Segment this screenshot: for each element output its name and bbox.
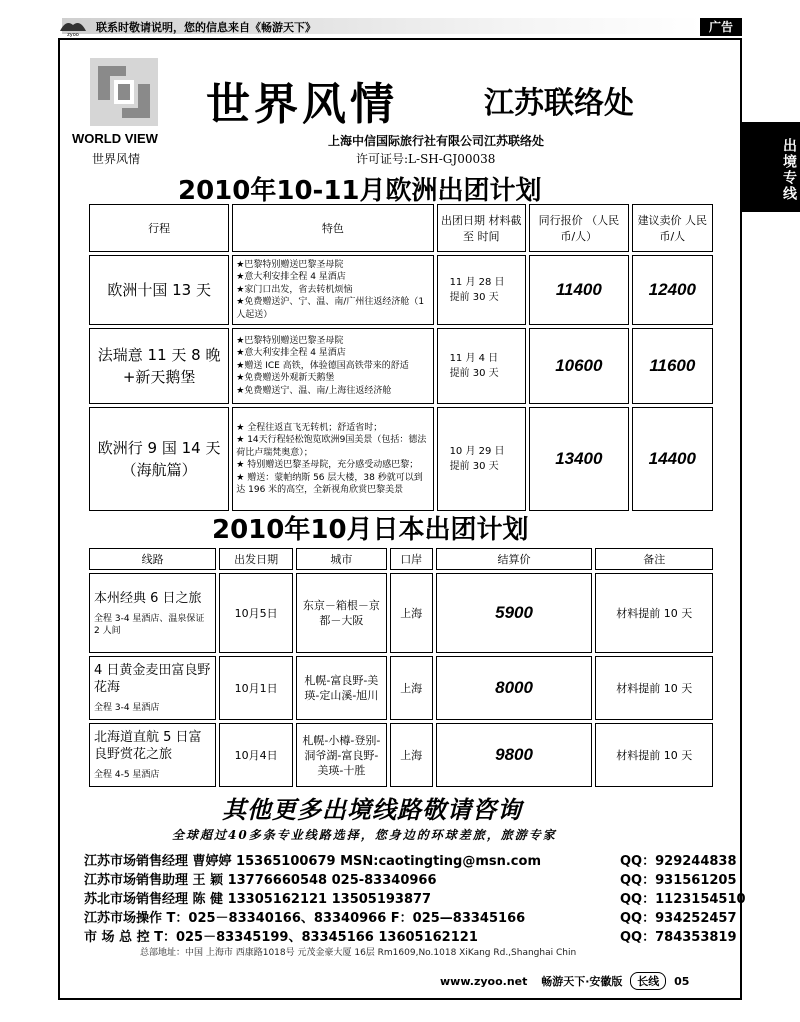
company-name: 上海中信国际旅行社有限公司江苏联络处 bbox=[328, 134, 545, 148]
route-cell bbox=[89, 723, 216, 787]
column-header: 备注 bbox=[595, 548, 713, 570]
contact-row bbox=[84, 888, 744, 907]
contact-list bbox=[84, 850, 744, 945]
table-header-row bbox=[89, 204, 713, 252]
route-cell bbox=[89, 573, 216, 653]
departure-info bbox=[437, 407, 526, 511]
ad-tag: 广告 bbox=[700, 18, 742, 36]
feature-item: ★巴黎特别赠送巴黎圣母院 bbox=[236, 259, 344, 270]
departure-date: 10 月 29 日 bbox=[449, 446, 505, 457]
contact-row bbox=[84, 926, 744, 945]
contact-info: 江苏市场销售经理 曹婷婷 15365100679 MSN:caotingting@msn.com bbox=[84, 854, 541, 869]
feature-item: ★巴黎特别赠送巴黎圣母院 bbox=[236, 335, 344, 346]
europe-section-title: 2010年10-11月欧洲出团计划 bbox=[178, 176, 542, 206]
contact-info: 江苏市场销售助理 王 颖 13776660548 025-83340966 bbox=[84, 873, 437, 888]
column-header: 结算价 bbox=[436, 548, 593, 570]
feature-item: ★ 全程往返直飞无转机；舒适省时； bbox=[236, 422, 383, 433]
hotel-note: 全程 3-4 星酒店、温泉保证 2 人间 bbox=[94, 613, 205, 636]
departure-date: 10月5日 bbox=[219, 573, 293, 653]
website-url: www.zyoo.net bbox=[440, 975, 528, 988]
contact-info: 苏北市场销售经理 陈 健 13305162121 13505193877 bbox=[84, 892, 432, 907]
departure-date: 11 月 4 日 bbox=[449, 353, 499, 364]
contact-qq: QQ：931561205 bbox=[620, 873, 737, 888]
column-header: 建议卖价 人民币/人 bbox=[632, 204, 713, 252]
material-deadline: 提前 30 天 bbox=[449, 461, 499, 472]
column-header: 线路 bbox=[89, 548, 216, 570]
settlement-price: 9800 bbox=[436, 723, 593, 787]
japan-tour-table bbox=[86, 545, 716, 790]
retail-price: 14400 bbox=[632, 407, 713, 511]
feature-item: ★ 赠送：蒙帕纳斯 56 层大楼，38 秒就可以到达 196 米的高空，全新视角欣赏巴黎美景 bbox=[236, 472, 423, 495]
section-badge: 长线 bbox=[630, 972, 666, 990]
route-name: 本州经典 6 日之旅 bbox=[94, 590, 202, 606]
column-header: 城市 bbox=[296, 548, 387, 570]
route-name: 4 日黄金麦田富良野花海 bbox=[94, 663, 211, 695]
remark: 材料提前 10 天 bbox=[595, 723, 713, 787]
table-row bbox=[89, 723, 713, 787]
side-tab: 出境专线 bbox=[742, 122, 800, 212]
page-footer bbox=[440, 972, 689, 990]
feature-list bbox=[232, 255, 433, 325]
port: 上海 bbox=[390, 573, 433, 653]
peer-price: 13400 bbox=[529, 407, 629, 511]
contact-row bbox=[84, 869, 744, 888]
route-name: 欧洲十国 13 天 bbox=[89, 255, 229, 325]
route-name: 北海道直航 5 日富良野赏花之旅 bbox=[94, 730, 202, 762]
feature-item: ★免费赠送宁、温、南/上海往返经济舱 bbox=[236, 385, 392, 396]
sub-title: 江苏联络处 bbox=[484, 86, 634, 121]
hotel-note: 全程 4-5 星酒店 bbox=[94, 770, 160, 780]
hq-address: 总部地址：中国 上海市 西康路1018号 元茂金豪大厦 16层 Rm1609,No.1018 XiKang Rd.,Shanghai Chin bbox=[140, 948, 577, 958]
table-header-row bbox=[89, 548, 713, 570]
table-row bbox=[89, 328, 713, 404]
contact-info: 市 场 总 控 T：025－83345199、83345166 13605162121 bbox=[84, 930, 478, 945]
contact-row bbox=[84, 907, 744, 926]
brand-subname: 世界风情 bbox=[92, 152, 141, 166]
city-list: 东京－箱根－京都－大阪 bbox=[296, 573, 387, 653]
port: 上海 bbox=[390, 723, 433, 787]
retail-price: 12400 bbox=[632, 255, 713, 325]
departure-info bbox=[437, 255, 526, 325]
contact-notice: 联系时敬请说明，您的信息来自《畅游天下》 bbox=[96, 21, 316, 34]
table-row bbox=[89, 656, 713, 720]
contact-info: 江苏市场操作 T：025－83340166、83340966 F：025—83345166 bbox=[84, 911, 526, 926]
main-title: 世界风情 bbox=[206, 79, 398, 130]
retail-price: 11600 bbox=[632, 328, 713, 404]
hotel-note: 全程 3-4 星酒店 bbox=[94, 703, 160, 713]
departure-date: 10月4日 bbox=[219, 723, 293, 787]
column-header: 出团日期 材料截至 时间 bbox=[437, 204, 526, 252]
column-header: 行程 bbox=[89, 204, 229, 252]
japan-section-title: 2010年10月日本出团计划 bbox=[212, 515, 529, 545]
departure-date: 10月1日 bbox=[219, 656, 293, 720]
column-header: 特色 bbox=[232, 204, 433, 252]
slogan: 全球超过40多条专业线路选择，您身边的环球差旅，旅游专家 bbox=[172, 828, 557, 842]
feature-item: ★赠送 ICE 高铁，体验德国高铁带来的舒适 bbox=[236, 360, 409, 371]
city-list: 札幌-小樽-登别-洞爷湖-富良野-美瑛-十胜 bbox=[296, 723, 387, 787]
contact-qq: QQ：929244838 bbox=[620, 854, 737, 869]
brand-name: WORLD VIEW bbox=[72, 131, 158, 146]
route-name: 欧洲行 9 国 14 天 （海航篇） bbox=[89, 407, 229, 511]
material-deadline: 提前 30 天 bbox=[449, 292, 499, 303]
remark: 材料提前 10 天 bbox=[595, 656, 713, 720]
settlement-price: 8000 bbox=[436, 656, 593, 720]
more-routes-title: 其他更多出境线路敬请咨询 bbox=[222, 796, 522, 824]
magazine-logo-icon bbox=[58, 17, 88, 37]
feature-item: ★ 14天行程轻松饱览欧洲9国美景（包括：德法荷比卢瑞梵奥意）； bbox=[236, 435, 427, 458]
column-header: 口岸 bbox=[390, 548, 433, 570]
city-list: 札幌-富良野-美瑛-定山溪-旭川 bbox=[296, 656, 387, 720]
port: 上海 bbox=[390, 656, 433, 720]
contact-row bbox=[84, 850, 744, 869]
feature-item: ★意大利安排全程 4 星酒店 bbox=[236, 272, 346, 283]
world-view-logo-icon bbox=[88, 56, 160, 128]
feature-item: ★免费赠送外观新天鹅堡 bbox=[236, 373, 335, 384]
settlement-price: 5900 bbox=[436, 573, 593, 653]
contact-qq: QQ：784353819 bbox=[620, 930, 737, 945]
remark: 材料提前 10 天 bbox=[595, 573, 713, 653]
magazine-name: 畅游天下·安徽版 bbox=[541, 975, 623, 988]
feature-item: ★意大利安排全程 4 星酒店 bbox=[236, 348, 346, 359]
table-row bbox=[89, 255, 713, 325]
feature-item: ★免费赠送沪、宁、温、南/广州往返经济舱（1 人起送） bbox=[236, 297, 425, 320]
svg-text:zyoo: zyoo bbox=[67, 32, 79, 37]
contact-qq: QQ：934252457 bbox=[620, 911, 737, 926]
material-deadline: 提前 30 天 bbox=[449, 368, 499, 379]
route-cell bbox=[89, 656, 216, 720]
page-number: 05 bbox=[674, 975, 690, 988]
feature-list bbox=[232, 328, 433, 404]
contact-qq: QQ：1123154510 bbox=[620, 892, 746, 907]
column-header: 同行报价 （人民币/人） bbox=[529, 204, 629, 252]
peer-price: 11400 bbox=[529, 255, 629, 325]
departure-date: 11 月 28 日 bbox=[449, 277, 505, 288]
table-row bbox=[89, 573, 713, 653]
license-number: 许可证号:L-SH-GJ00038 bbox=[356, 152, 496, 166]
europe-tour-table bbox=[86, 201, 716, 514]
feature-item: ★家门口出发，省去转机烦恼 bbox=[236, 284, 353, 295]
feature-list bbox=[232, 407, 433, 511]
column-header: 出发日期 bbox=[219, 548, 293, 570]
departure-info bbox=[437, 328, 526, 404]
route-name: 法瑞意 11 天 8 晚 +新天鹅堡 bbox=[89, 328, 229, 404]
table-row bbox=[89, 407, 713, 511]
feature-item: ★ 特别赠送巴黎圣母院，充分感受动感巴黎； bbox=[236, 460, 419, 470]
top-notice-bar bbox=[0, 0, 800, 40]
peer-price: 10600 bbox=[529, 328, 629, 404]
